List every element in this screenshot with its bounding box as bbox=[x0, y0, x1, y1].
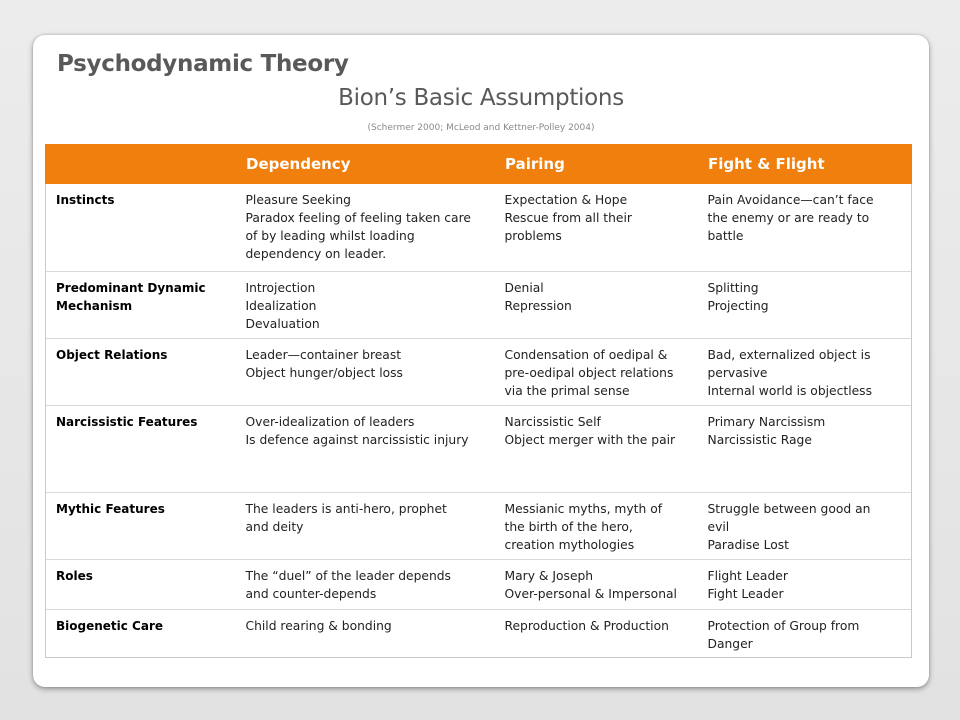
cell-line: Devaluation bbox=[245, 317, 320, 331]
cell-line: and counter-depends bbox=[245, 587, 377, 601]
cell-line: Rescue from all their bbox=[504, 211, 632, 225]
header-fight-flight: Fight & Flight bbox=[702, 145, 912, 184]
cell-line: pre-oedipal object relations bbox=[504, 366, 674, 380]
row-label: Object Relations bbox=[46, 339, 240, 406]
cell-line: Paradox feeling of feeling taken care bbox=[245, 211, 471, 225]
table-row bbox=[46, 560, 912, 610]
cell-line: Primary Narcissism bbox=[707, 415, 826, 429]
cell-line: Paradise Lost bbox=[707, 538, 789, 552]
cell-line: pervasive bbox=[707, 366, 768, 380]
fight-flight-cell bbox=[702, 560, 912, 610]
fight-flight-cell bbox=[702, 339, 912, 406]
cell-line: Narcissistic Rage bbox=[707, 433, 812, 447]
cell-line: Splitting bbox=[707, 281, 759, 295]
cell-line: Projecting bbox=[707, 299, 769, 313]
cell-line: battle bbox=[707, 229, 744, 243]
cell-line: Reproduction & Production bbox=[504, 619, 669, 633]
table-row bbox=[46, 272, 912, 339]
pairing-cell bbox=[499, 406, 702, 493]
cell-line: Struggle between good an bbox=[707, 502, 871, 516]
row-label: Biogenetic Care bbox=[46, 610, 240, 658]
pairing-cell bbox=[499, 610, 702, 658]
row-label: Roles bbox=[46, 560, 240, 610]
dependency-cell bbox=[240, 339, 499, 406]
cell-line: via the primal sense bbox=[504, 384, 630, 398]
header-empty-cell bbox=[46, 145, 240, 184]
pairing-cell bbox=[499, 339, 702, 406]
cell-line: and deity bbox=[245, 520, 304, 534]
fight-flight-cell bbox=[702, 493, 912, 560]
dependency-cell bbox=[240, 272, 499, 339]
pairing-cell bbox=[499, 184, 702, 272]
fight-flight-cell bbox=[702, 272, 912, 339]
cell-line: Introjection bbox=[245, 281, 316, 295]
table-row bbox=[46, 610, 912, 658]
assumptions-table bbox=[45, 144, 912, 658]
slide-title: Psychodynamic Theory bbox=[57, 51, 349, 77]
dependency-cell bbox=[240, 560, 499, 610]
row-label: Predominant Dynamic Mechanism bbox=[46, 272, 240, 339]
cell-line: Repression bbox=[504, 299, 572, 313]
cell-line: the enemy or are ready to bbox=[707, 211, 870, 225]
table-row bbox=[46, 406, 912, 493]
cell-line: problems bbox=[504, 229, 562, 243]
citation: (Schermer 2000; McLeod and Kettner-Polley 2004) bbox=[367, 123, 595, 133]
cell-line: Danger bbox=[707, 637, 753, 651]
dependency-cell bbox=[240, 610, 499, 658]
cell-line: Object merger with the pair bbox=[504, 433, 676, 447]
fight-flight-cell bbox=[702, 184, 912, 272]
cell-line: Condensation of oedipal & bbox=[504, 348, 668, 362]
cell-line: Bad, externalized object is bbox=[707, 348, 871, 362]
cell-line: The “duel” of the leader depends bbox=[245, 569, 451, 583]
cell-line: Is defence against narcissistic injury bbox=[245, 433, 469, 447]
pairing-cell bbox=[499, 272, 702, 339]
cell-line: creation mythologies bbox=[504, 538, 635, 552]
dependency-cell bbox=[240, 493, 499, 560]
table-row bbox=[46, 339, 912, 406]
cell-line: Narcissistic Self bbox=[504, 415, 601, 429]
cell-line: Mary & Joseph bbox=[504, 569, 594, 583]
cell-line: Protection of Group from bbox=[707, 619, 860, 633]
header-dependency: Dependency bbox=[240, 145, 499, 184]
cell-line: evil bbox=[707, 520, 730, 534]
pairing-cell bbox=[499, 493, 702, 560]
table-row bbox=[46, 184, 912, 272]
cell-line: of by leading whilst loading bbox=[245, 229, 415, 243]
table-row bbox=[46, 493, 912, 560]
cell-line: Idealization bbox=[245, 299, 317, 313]
cell-line: Over-personal & Impersonal bbox=[504, 587, 677, 601]
cell-line: Messianic myths, myth of bbox=[504, 502, 663, 516]
cell-line: Pleasure Seeking bbox=[245, 193, 351, 207]
slide-subtitle: Bion’s Basic Assumptions bbox=[338, 85, 624, 111]
slide-card bbox=[33, 35, 929, 687]
cell-line: Object hunger/object loss bbox=[245, 366, 403, 380]
fight-flight-cell bbox=[702, 610, 912, 658]
row-label: Mythic Features bbox=[46, 493, 240, 560]
pairing-cell bbox=[499, 560, 702, 610]
cell-line: the birth of the hero, bbox=[504, 520, 633, 534]
dependency-cell bbox=[240, 184, 499, 272]
table-header-row bbox=[46, 145, 912, 184]
cell-line: Leader—container breast bbox=[245, 348, 402, 362]
cell-line: Flight Leader bbox=[707, 569, 788, 583]
cell-line: The leaders is anti-hero, prophet bbox=[245, 502, 447, 516]
header-pairing: Pairing bbox=[499, 145, 702, 184]
cell-line: Child rearing & bonding bbox=[245, 619, 392, 633]
cell-line: Expectation & Hope bbox=[504, 193, 628, 207]
cell-line: Denial bbox=[504, 281, 544, 295]
cell-line: dependency on leader. bbox=[245, 247, 387, 261]
row-label: Narcissistic Features bbox=[46, 406, 240, 493]
cell-line: Fight Leader bbox=[707, 587, 784, 601]
cell-line: Pain Avoidance—can’t face bbox=[707, 193, 874, 207]
dependency-cell bbox=[240, 406, 499, 493]
cell-line: Internal world is objectless bbox=[707, 384, 872, 398]
fight-flight-cell bbox=[702, 406, 912, 493]
row-label: Instincts bbox=[46, 184, 240, 272]
cell-line: Over-idealization of leaders bbox=[245, 415, 415, 429]
